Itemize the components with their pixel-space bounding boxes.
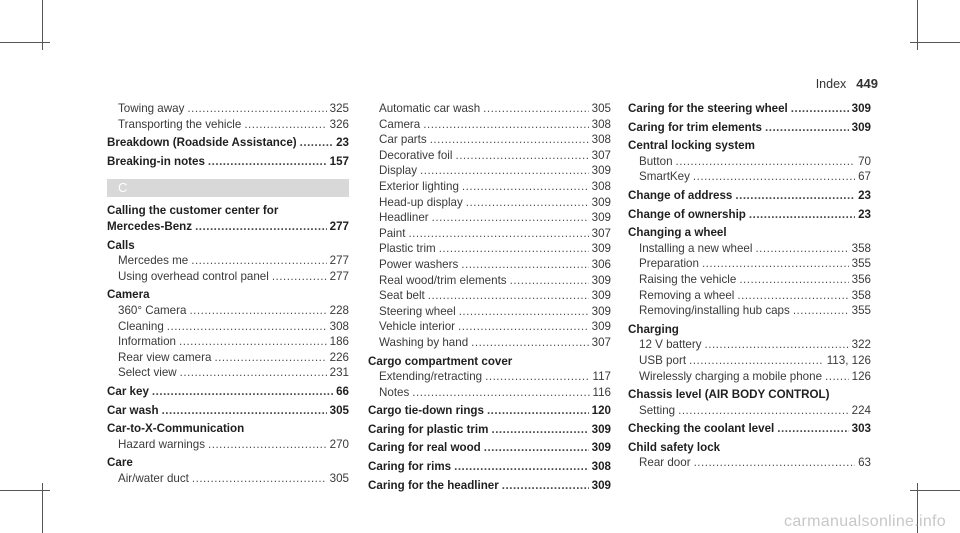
dot-leader (179, 334, 327, 350)
dot-leader (454, 459, 589, 475)
index-heading: Calling the customer center for (107, 204, 279, 218)
dot-leader (693, 169, 855, 185)
entry-text: Caring for plastic trim (368, 422, 489, 436)
index-entry[interactable] (368, 422, 611, 438)
index-subentry[interactable] (628, 256, 871, 272)
entry-text: Air/water duct (118, 471, 189, 485)
dot-leader (428, 288, 589, 304)
dot-leader (510, 273, 589, 289)
entry-text: Caring for the steering wheel (628, 102, 788, 115)
entry-text: Select view (118, 366, 177, 380)
dot-leader (484, 440, 589, 456)
page-reference: 309 (591, 211, 611, 225)
dot-leader (300, 135, 333, 151)
dot-leader (244, 117, 326, 133)
page-reference: 309 (591, 289, 611, 303)
page-reference: 224 (851, 403, 871, 417)
index-entry[interactable] (107, 403, 349, 419)
dot-leader (152, 384, 333, 400)
index-subentry[interactable] (368, 319, 611, 335)
page-reference: 307 (591, 148, 611, 162)
dot-leader (420, 163, 589, 179)
index-column-2 (368, 101, 611, 493)
index-subentry[interactable] (107, 365, 349, 381)
index-subentry[interactable] (107, 471, 349, 487)
index-subentry[interactable] (628, 169, 871, 185)
page-reference: 23 (336, 136, 349, 150)
index-heading: Changing a wheel (628, 226, 727, 240)
page-reference: 306 (591, 257, 611, 271)
index-subentry[interactable] (628, 337, 871, 353)
dot-leader (187, 101, 326, 117)
entry-text: Seat belt (379, 289, 425, 303)
entry-text: Real wood/trim elements (379, 273, 507, 287)
dot-leader (749, 207, 855, 223)
index-subentry[interactable] (628, 241, 871, 257)
entry-text: Caring for trim elements (628, 120, 763, 134)
entry-text: Decorative foil (379, 148, 453, 162)
index-heading: Cargo compartment cover (368, 354, 513, 368)
entry-text: Breaking-in notes (107, 154, 205, 168)
dot-leader (462, 179, 589, 195)
dot-leader (189, 303, 326, 319)
index-subentry[interactable] (107, 319, 349, 335)
entry-text: Checking the coolant level (628, 422, 775, 436)
page-reference: 308 (591, 117, 611, 131)
index-subentry[interactable] (368, 179, 611, 195)
entry-text: Change of ownership (628, 207, 746, 221)
index-subentry[interactable] (628, 154, 871, 170)
page-reference: 322 (851, 338, 871, 352)
page-reference: 355 (851, 304, 871, 318)
dot-leader (755, 241, 848, 257)
index-entry[interactable] (368, 403, 611, 419)
entry-text: Information (118, 335, 176, 349)
index-subentry[interactable] (368, 101, 611, 117)
index-subentry[interactable] (107, 117, 349, 133)
index-entry[interactable] (628, 120, 871, 136)
entry-text: Automatic car wash (379, 102, 481, 115)
index-heading: Chassis level (AIR BODY CONTROL) (628, 388, 830, 402)
page-reference: 308 (591, 460, 611, 474)
entry-text: Preparation (639, 257, 699, 271)
dot-leader (208, 437, 327, 453)
page-reference: 228 (329, 303, 349, 317)
entry-text: Rear door (639, 456, 691, 470)
entry-text: Camera (379, 117, 421, 131)
index-subentry[interactable] (628, 455, 871, 471)
index-subentry[interactable] (107, 253, 349, 269)
page-reference: 308 (591, 179, 611, 193)
crop-mark (0, 490, 50, 491)
page-reference: 309 (591, 422, 611, 436)
entry-text: Using overhead control panel (118, 269, 269, 283)
dot-leader (459, 304, 589, 320)
entry-text: Raising the vehicle (639, 272, 737, 286)
page-reference: 355 (851, 257, 871, 271)
entry-text: 360° Camera (118, 303, 187, 317)
dot-leader (702, 256, 849, 272)
dot-leader (458, 319, 589, 335)
entry-text: Plastic trim (379, 242, 436, 256)
index-subentry[interactable] (368, 226, 611, 242)
page-reference: 308 (329, 319, 349, 333)
entry-text: Extending/retracting (379, 370, 483, 384)
index-subentry[interactable] (368, 132, 611, 148)
dot-leader (408, 226, 588, 242)
dot-leader (455, 148, 588, 164)
index-subentry[interactable] (107, 269, 349, 285)
index-subentry[interactable] (368, 210, 611, 226)
page-reference: 116 (592, 385, 611, 399)
entry-text: Head-up display (379, 195, 463, 209)
dot-leader (272, 269, 327, 285)
index-entry[interactable] (107, 154, 349, 170)
dot-leader (432, 210, 589, 226)
index-entry[interactable] (628, 101, 871, 117)
page-reference: 70 (858, 154, 871, 168)
entry-text: Steering wheel (379, 304, 456, 318)
page-reference: 305 (591, 102, 611, 115)
dot-leader (214, 350, 326, 366)
dot-leader (694, 455, 856, 471)
dot-leader (430, 132, 589, 148)
index-entry[interactable] (368, 478, 611, 494)
index-subentry[interactable] (368, 335, 611, 351)
entry-text: Car wash (107, 403, 159, 417)
page-reference: 157 (329, 154, 349, 168)
page-reference: 356 (851, 272, 871, 286)
entry-text: Car key (107, 384, 149, 398)
index-subentry[interactable] (368, 195, 611, 211)
entry-text: Installing a new wheel (639, 241, 753, 255)
page-reference: 120 (591, 404, 611, 418)
dot-leader (195, 219, 327, 235)
page-reference: 309 (591, 320, 611, 334)
entry-text: Wirelessly charging a mobile phone (639, 369, 823, 383)
entry-text: Button (639, 154, 673, 168)
page-reference: 307 (591, 226, 611, 240)
dot-leader (689, 353, 824, 369)
index-heading: Central locking system (628, 139, 755, 153)
dot-leader (737, 288, 848, 304)
page-reference: 358 (851, 288, 871, 302)
index-heading: Car-to-X-Communication (107, 422, 245, 436)
index-heading: Charging (628, 322, 679, 336)
page-reference: 186 (329, 335, 349, 349)
dot-leader (423, 117, 588, 133)
section-title: Index (815, 77, 847, 91)
dot-leader (487, 403, 589, 419)
index-subentry[interactable] (628, 403, 871, 419)
dot-leader (180, 365, 327, 381)
page-reference: 303 (851, 422, 871, 436)
index-subentry[interactable] (628, 369, 871, 385)
page-reference: 226 (329, 350, 349, 364)
page-reference: 126 (851, 369, 871, 383)
entry-text: Transporting the vehicle (118, 117, 242, 131)
entry-text: USB port (639, 353, 687, 367)
index-heading: Child safety lock (628, 440, 721, 454)
page-reference: 309 (591, 441, 611, 455)
entry-text: Towing away (118, 102, 185, 115)
entry-text: Caring for rims (368, 460, 452, 474)
page-reference: 67 (858, 170, 871, 184)
index-heading: Calls (107, 238, 135, 252)
index-entry[interactable] (628, 207, 871, 223)
page-reference: 309 (591, 273, 611, 287)
entry-text: Vehicle interior (379, 320, 456, 334)
dot-leader (825, 369, 849, 385)
page-reference: 309 (591, 304, 611, 318)
index-subentry[interactable] (107, 334, 349, 350)
index-subentry[interactable] (368, 369, 611, 385)
index-subentry[interactable] (628, 272, 871, 288)
dot-leader (461, 257, 588, 273)
crop-mark (0, 42, 50, 43)
entry-text: Headliner (379, 211, 429, 225)
index-subentry[interactable] (628, 288, 871, 304)
dot-leader (208, 154, 327, 170)
entry-text: Caring for the headliner (368, 478, 499, 492)
dot-leader (502, 478, 589, 494)
dot-leader (793, 303, 849, 319)
dot-leader (162, 403, 327, 419)
page-reference: 307 (591, 335, 611, 349)
page-reference: 308 (591, 133, 611, 147)
page-number: 449 (856, 76, 878, 91)
index-subentry[interactable] (368, 304, 611, 320)
index-entry[interactable] (107, 384, 349, 400)
watermark: carmanualsonline.info (784, 513, 946, 530)
page-reference: 325 (329, 102, 349, 115)
page-reference: 305 (329, 403, 349, 417)
index-subentry[interactable] (368, 163, 611, 179)
entry-text: Setting (639, 403, 676, 417)
index-subentry[interactable] (368, 385, 611, 401)
dot-leader (192, 471, 327, 487)
page-reference: 63 (858, 456, 871, 470)
page-header (816, 76, 878, 91)
index-subentry[interactable] (368, 257, 611, 273)
entry-text: Notes (379, 385, 410, 399)
entry-text: Mercedes-Benz (107, 219, 193, 233)
dot-leader (791, 101, 849, 117)
crop-mark (910, 42, 960, 43)
entry-text: 12 V battery (639, 338, 702, 352)
page-reference: 231 (329, 366, 349, 380)
page-reference: 309 (851, 120, 871, 134)
page-reference: 326 (329, 117, 349, 131)
dot-leader (191, 253, 326, 269)
page-reference: 309 (591, 164, 611, 178)
dot-leader (676, 154, 856, 170)
dot-leader (739, 272, 848, 288)
crop-mark (910, 490, 960, 491)
entry-text: Cargo tie-down rings (368, 404, 484, 418)
dot-leader (466, 195, 589, 211)
index-subentry[interactable] (107, 303, 349, 319)
page-reference: 309 (591, 478, 611, 492)
entry-text: Mercedes me (118, 254, 189, 268)
index-subentry[interactable] (368, 117, 611, 133)
entry-text: Breakdown (Roadside Assistance) (107, 136, 297, 150)
entry-text: Removing a wheel (639, 288, 735, 302)
letter-section-bar: C (107, 179, 349, 197)
page-reference: 309 (591, 242, 611, 256)
index-entry[interactable] (107, 135, 349, 151)
index-subentry[interactable] (368, 273, 611, 289)
index-subentry[interactable] (107, 437, 349, 453)
entry-text: Caring for real wood (368, 441, 481, 455)
dot-leader (735, 188, 855, 204)
entry-text: Display (379, 164, 418, 178)
index-entry[interactable] (107, 219, 349, 235)
index-entry[interactable] (628, 421, 871, 437)
entry-text: Hazard warnings (118, 437, 205, 451)
index-column-3 (628, 101, 871, 471)
entry-text: Paint (379, 226, 406, 240)
page-reference: 277 (329, 269, 349, 283)
index-column-1 (107, 101, 349, 486)
index-subentry[interactable] (628, 303, 871, 319)
dot-leader (439, 241, 589, 257)
page-reference: 358 (851, 241, 871, 255)
page-reference: 277 (329, 219, 349, 233)
entry-text: Car parts (379, 133, 427, 147)
page-reference: 117 (592, 370, 611, 384)
index-entry[interactable] (628, 188, 871, 204)
dot-leader (705, 337, 849, 353)
entry-text: Removing/installing hub caps (639, 304, 790, 318)
index-entry[interactable] (368, 459, 611, 475)
index-entry[interactable] (368, 440, 611, 456)
page-reference: 113, 126 (826, 353, 871, 367)
index-subentry[interactable] (368, 288, 611, 304)
page-reference: 277 (329, 254, 349, 268)
page-reference: 270 (329, 437, 349, 451)
index-heading: Care (107, 456, 133, 470)
page-reference: 309 (851, 102, 871, 115)
page-reference: 23 (858, 188, 871, 202)
dot-leader (167, 319, 327, 335)
dot-leader (485, 369, 589, 385)
page-reference: 305 (329, 471, 349, 485)
dot-leader (777, 421, 848, 437)
index-subentry[interactable] (368, 148, 611, 164)
dot-leader (412, 385, 589, 401)
entry-text: SmartKey (639, 170, 690, 184)
index-subentry[interactable] (628, 353, 871, 369)
page-reference: 23 (858, 207, 871, 221)
entry-text: Washing by hand (379, 335, 469, 349)
index-subentry[interactable] (107, 350, 349, 366)
entry-text: Rear view camera (118, 350, 212, 364)
entry-text: Exterior lighting (379, 179, 459, 193)
index-heading: Camera (107, 288, 150, 302)
dot-leader (491, 422, 588, 438)
index-subentry[interactable] (107, 101, 349, 117)
dot-leader (483, 101, 588, 117)
entry-text: Cleaning (118, 319, 164, 333)
dot-leader (765, 120, 849, 136)
entry-text: Change of address (628, 188, 733, 202)
dot-leader (678, 403, 849, 419)
page-reference: 309 (591, 195, 611, 209)
index-subentry[interactable] (368, 241, 611, 257)
page-reference: 66 (336, 384, 349, 398)
dot-leader (471, 335, 589, 351)
entry-text: Power washers (379, 257, 459, 271)
